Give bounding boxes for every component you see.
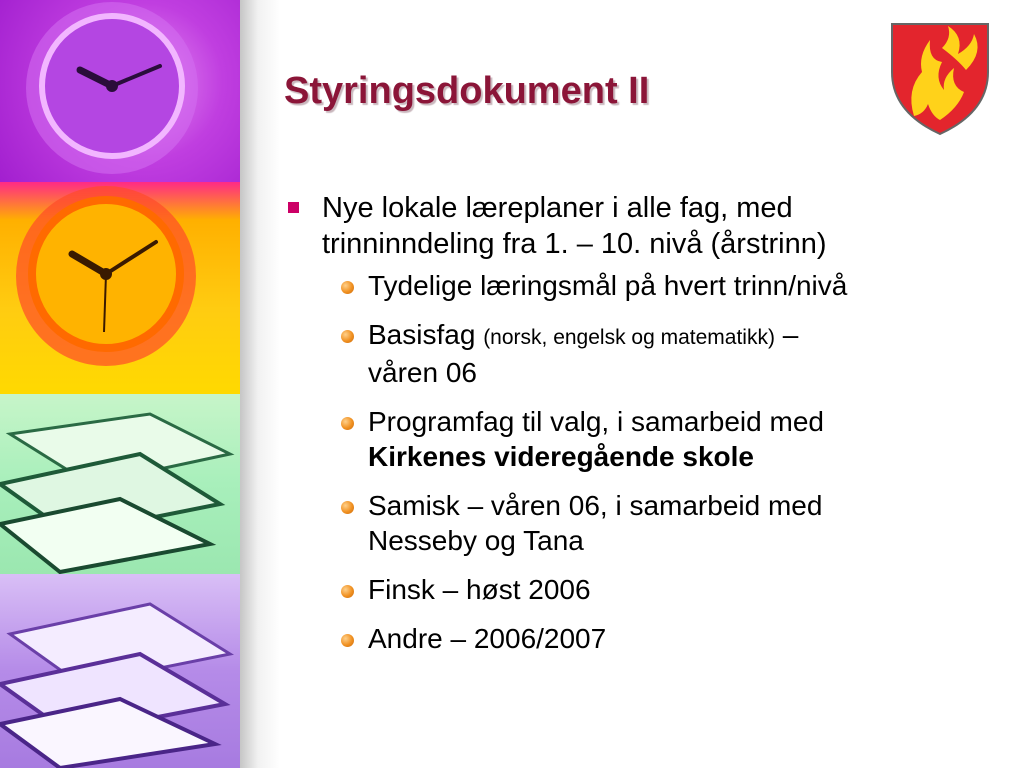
round-bullet-icon (341, 330, 354, 343)
subbullet-text-line2: Nesseby og Tana (368, 525, 584, 556)
subbullet-list (286, 268, 986, 656)
subbullet-text-line2: våren 06 (368, 357, 477, 388)
yellow-clock-photo (0, 182, 240, 394)
subbullet-text: Basisfag (368, 319, 476, 350)
bullet-main-line1: Nye lokale læreplaner i alle fag, med (322, 192, 793, 224)
subbullet-bold-text: Kirkenes videregående skole (368, 441, 754, 472)
lilac-books-photo (0, 574, 240, 768)
square-bullet-icon (288, 202, 299, 213)
round-bullet-icon (341, 634, 354, 647)
purple-clock-photo (0, 0, 240, 182)
image-strip (0, 0, 240, 768)
round-bullet-icon (341, 585, 354, 598)
subbullet-text: Finsk – høst 2006 (368, 574, 591, 605)
green-books-photo (0, 394, 240, 574)
slide-title: Styringsdokument II (284, 70, 650, 112)
subbullet-note: (norsk, engelsk og matematikk) (483, 326, 775, 349)
subbullet-item (286, 317, 986, 390)
subbullet-item (286, 488, 986, 558)
bullet-main-line2: trinninndeling fra 1. – 10. nivå (årstrinn) (322, 228, 827, 260)
subbullet-text: Samisk – våren 06, i samarbeid med (368, 490, 823, 521)
bullet-main (286, 190, 986, 262)
subbullet-item (286, 621, 986, 656)
subbullet-item (286, 572, 986, 607)
round-bullet-icon (341, 417, 354, 430)
subbullet-text: Tydelige læringsmål på hvert trinn/nivå (368, 270, 848, 301)
round-bullet-icon (341, 281, 354, 294)
subbullet-item (286, 404, 986, 474)
strip-shadow (240, 0, 280, 768)
subbullet-text: Programfag til valg, i samarbeid med (368, 406, 824, 437)
round-bullet-icon (341, 501, 354, 514)
subbullet-item (286, 268, 986, 303)
subbullet-dash: – (782, 319, 799, 350)
subbullet-text: Andre – 2006/2007 (368, 623, 607, 654)
slide-body (286, 190, 986, 670)
red-yellow-flame-shield-icon (888, 20, 992, 138)
